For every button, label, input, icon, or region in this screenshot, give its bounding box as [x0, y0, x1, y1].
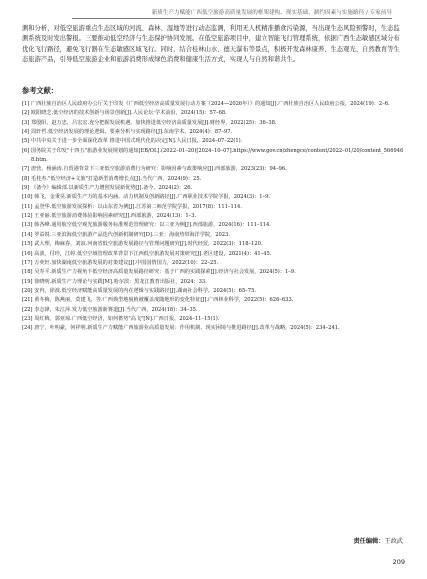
reference-number: [7] [22, 166, 30, 173]
reference-item [22, 128, 405, 137]
references-heading: 参考文献： [22, 86, 58, 95]
reference-text: 唐营，杨涵涛.自贸港背景下三亚低空旅游消费行为研究：影响因素与政策响应[J].西部旅游，2023(23)：94–96. [30, 166, 287, 173]
reference-text: 唐宁，叶明豪，何祥明.新质生产力赋能广西旅游业高质量发展：作用机制、现实困境与推进路径[J].改革与战略，2024(5)：234–241. [34, 325, 340, 332]
running-header: 新质生产力赋能广西低空旅游高质量发展的框架建构、现实基础、制约因素与实施路径 / 专家前导 [151, 10, 392, 16]
reference-number: [14] [22, 231, 33, 238]
reference-text: 孟登华.低空旅游发展探析：以山东省为例[J].江苏第二师范学院学报，2017(8)：111–114. [34, 203, 242, 210]
reference-number: [9] [22, 185, 30, 192]
reference-item [22, 324, 405, 333]
reference-number: [12] [22, 213, 33, 220]
responsible-editor [354, 536, 404, 545]
reference-text: 徐晓明.新质生产力理论与实践[M].哈尔滨：黑龙江教育出版社，2024：33. [34, 278, 207, 285]
reference-text: 韩各峰.通用航空低空观光旅游服务标准规范管理研究：以三亚为例[J].西部旅游，2024(16)：111–114. [34, 222, 271, 229]
reference-text: 韩飞，金秉昊.新质生产力的基本内涵、动力机制及创新路径[J].广西职业技术学院学报，2024(3)：1–9. [34, 194, 270, 201]
reference-text: 中共中央关于进一步全面深化改革 推进中国式现代化的决定[N].人民日报，2024–07–22(1). [30, 138, 243, 145]
reference-number: [4] [22, 129, 30, 136]
reference-item [22, 165, 405, 174]
reference-number: [11] [22, 203, 33, 210]
reference-number: [5] [22, 138, 30, 145]
reference-number: [22] [22, 306, 33, 313]
reference-item [22, 240, 405, 249]
reference-text: 欧阳晓芝.低空经济的技术创新与场景创新[J].人民论坛·学术前沿，2024(15)：57–68. [30, 110, 227, 117]
reference-item [22, 119, 405, 128]
reference-item [22, 278, 405, 287]
reference-item [22, 250, 405, 259]
reference-number: [17] [22, 259, 33, 266]
reference-number: [20] [22, 287, 33, 294]
reference-text: 《备今》编辑部.以新质生产力增创发展新优势[J].备今，2024(2)：26. [30, 185, 193, 192]
body-paragraph: 测和分析，对低空旅游重点生态区域的河流、森林、湿地等进行动态监测，利用无人机精准播食污染源，当出现生态风险预警时，生态监测系统及时发出警报。三要推动低空经济与生态保护协同发展。在低空旅游项目中，建立智能飞行管理系统，依据广西生态敏感区域分布优化飞行路径，避免飞行器在生态敏感区域飞行。同时，结合桂林山水、德天瀑布等景点，积极开发森林康养、生态观光、自然教育等生态旅游产品，引导低空旅游企业和旅游消费形成绿色消费和健康生活方式，实现人与自然和谐共生。 [22, 25, 400, 63]
reference-item [22, 315, 405, 324]
reference-number: [2] [22, 110, 30, 117]
reference-text: 郑殷阳，赵万忠，吕宏宏.充分把握发展机遇，加快推进低空经济高质量发展[J].财经界，2022(25)：36–38. [30, 119, 277, 126]
reference-number: [6] [22, 147, 30, 154]
reference-text: 罗益锐.三亚滨海低空旅游产品迭代创新机制研究[D].三亚：海南热带海洋学院，2023. [34, 231, 230, 238]
reference-text: 高波，付珍，江婷.低空空域管理改革背景下江西低空旅游发展对策研究[J].老区建设，2021(4)：41–45. [34, 250, 272, 257]
references-list [22, 100, 405, 334]
reference-number: [16] [22, 250, 33, 257]
reference-item [22, 193, 405, 202]
reference-number: [1] [22, 101, 30, 107]
reference-item [22, 231, 405, 240]
reference-text: 黄冬梅，陈燕丽，莫建飞，等.广西典型地貌植被覆盖度随地形的变化特征[J].广西林业科学，2022(5)：626–633. [34, 297, 294, 304]
reference-number: [24] [22, 325, 33, 332]
reference-number: [23] [22, 315, 33, 322]
editor-name: 王政武 [384, 538, 403, 545]
reference-text: 李志锋，朱江萍.发力低空旅游新赛道[J].当代广西，2024(18)：34–35. [34, 306, 198, 313]
reference-item [22, 203, 405, 212]
reference-item [22, 221, 405, 230]
reference-number: [15] [22, 241, 33, 248]
reference-number: [3] [22, 119, 30, 126]
reference-item [22, 137, 405, 146]
reference-item [22, 175, 405, 184]
reference-text: 广西壮族自治区人民政府办公厅关于印发《广西低空经济高质量发展行动方案（2024—2026年）》的通知[J].广西壮族自治区人民政府公报，2024(19)：2–6. [30, 101, 390, 107]
reference-text: 毛桂杰."低空经济+文旅"打造新型消费增长点[J].当代广西，2024(9)：25. [30, 175, 202, 182]
reference-text: 周红梅，郭亚琼.广西低空经济，如何蓄势"高飞"[N].广西日报，2024–11–15(1). [34, 315, 220, 322]
reference-text: 吴寿平.新质生产力视角下低空经济高质量发展路径研究：基于广西的实践探索[J].经济与社会发展，2024(5)：1–9. [34, 269, 296, 276]
reference-text: 王亚丽.低空旅游消费体验影响因素研究[J].西部旅游，2024(13)：1–3. [34, 213, 197, 220]
editor-label: 责任编辑： [353, 538, 385, 545]
reference-text: 国务院关于印发"十四五"旅游业发展规划的通知[EB/OL].(2022–01–20)[2024–10–07].https://www.gov.cn/zhengce/content/2022–01/20/content_5669468.htm. [30, 147, 404, 164]
reference-number: [18] [22, 269, 33, 276]
reference-number: [10] [22, 194, 33, 201]
header-divider [72, 18, 392, 19]
reference-text: 万奕轩.加快湖南低空旅游发展的对策建议[J].中国国情国力，2022(10)：22–25. [34, 259, 219, 266]
reference-number: [13] [22, 222, 33, 229]
reference-item [22, 296, 405, 305]
reference-number: [21] [22, 297, 33, 304]
reference-item [22, 147, 405, 166]
reference-item [22, 268, 405, 277]
reference-item [22, 212, 405, 221]
page-number: 209 [392, 558, 405, 566]
reference-number: [19] [22, 278, 33, 285]
reference-item [22, 306, 405, 315]
reference-number: [8] [22, 175, 30, 182]
reference-text: 武大理，梅麻春，刘浪.河南省低空旅游发展路径与管理问题研究[J].时代经贸，2022(3)：118–120. [34, 241, 263, 248]
reference-item [22, 259, 405, 268]
reference-item [22, 287, 405, 296]
reference-item [22, 100, 405, 109]
reference-item [22, 184, 405, 193]
reference-item [22, 109, 405, 118]
reference-text: 周轩哲.低空经济发展的理论逻辑、要素分析与实现路径[J].东南学术，2024(4)：87–97. [30, 129, 233, 136]
reference-text: 安冉，徐波.低空经济赋能高质量发展的内在逻辑与实践路径[J].湖南社会科学，2024(5)：65–75. [34, 287, 256, 294]
